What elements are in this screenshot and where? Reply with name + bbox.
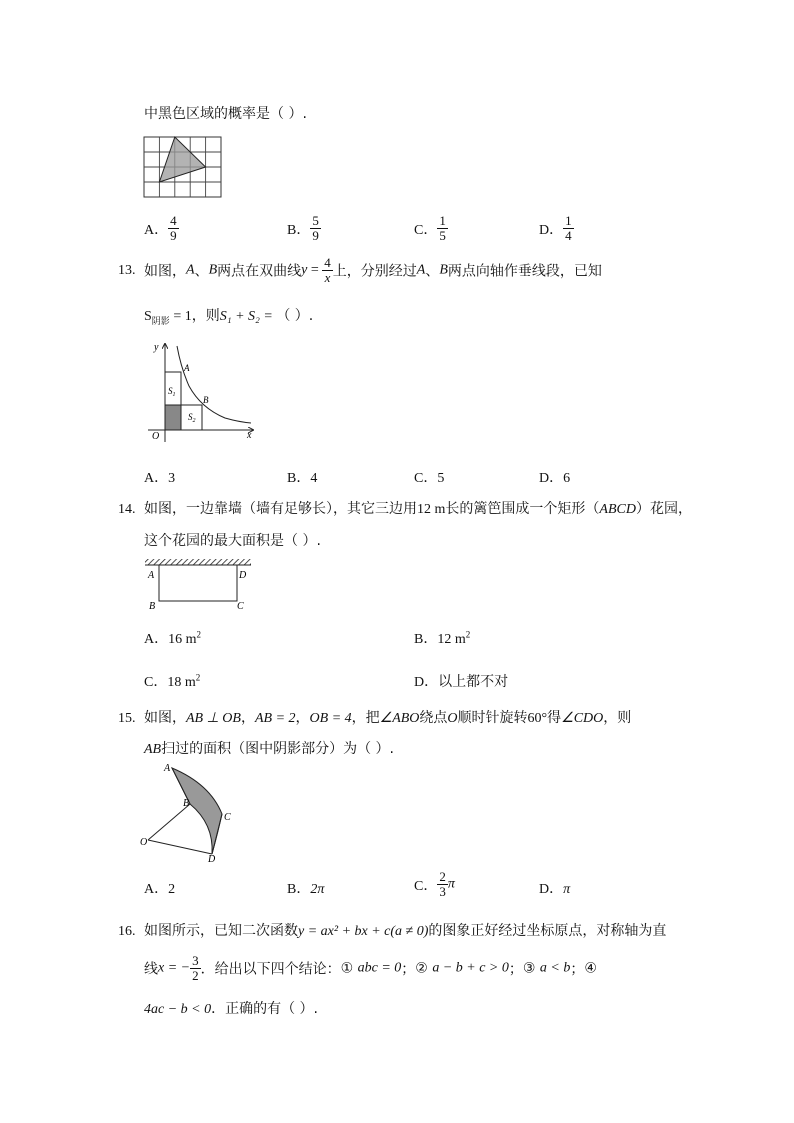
q13-hyperbola-figure — [143, 338, 263, 448]
q12-option-b: B． $\frac{5}{9}$ — [287, 213, 319, 243]
q16-line3: 4ac − b < 0．正确的有（ ）. — [144, 1001, 319, 1017]
q13-label-s1: $S_1$ — [168, 386, 176, 398]
q14-number: 14. — [118, 502, 136, 517]
q13-label-x: x — [247, 430, 252, 441]
q15-label-c: C — [224, 812, 231, 823]
q13-line2: $S_{阴影} = 1$，则S₁ + S₂ = （ ）. — [144, 308, 314, 327]
q14-option-d: D．以上都不对 — [414, 674, 509, 690]
q15-label-b: B — [183, 798, 190, 809]
q13-option-a: A．3 — [144, 471, 176, 486]
q12-text: 中黑色区域的概率是（ ）. — [144, 106, 307, 122]
q15-label-a: A — [164, 763, 171, 774]
q15-option-c: C． $\frac{2}{3}$ π — [414, 869, 455, 899]
q14-label-b: B — [149, 601, 156, 612]
q12-option-a: A． $\frac{4}{9}$ — [144, 213, 177, 243]
q14-garden-figure — [143, 558, 255, 612]
q14-garden-rect — [159, 565, 237, 601]
q13-number: 13. — [118, 262, 136, 278]
q16-line1: 16. 如图所示，已知二次函数y = ax² + bx + c(a ≠ 0)的图象正好经过坐标原点，对称轴为直 — [118, 923, 667, 939]
q13-option-c: C．5 — [414, 471, 445, 486]
q15-option-b: B．2π — [287, 882, 325, 897]
q14-line1: 14. 如图，一边靠墙（墙有足够长），其它三边用12 m长的篱笆围成一个矩形（ABCD）花园， — [118, 501, 692, 517]
q15-option-d: D．π — [539, 882, 571, 897]
q13-option-b: B．4 — [287, 471, 318, 486]
q14-option-c: C．18 $m^2$ — [144, 672, 201, 690]
q15-label-d: D — [208, 854, 216, 864]
q14-option-b: B．12 $m^2$ — [414, 629, 471, 647]
q13-label-y: y — [154, 342, 159, 353]
q13-label-b: B — [203, 395, 209, 405]
q15-line1: 15. 如图，AB ⊥ OB，AB = 2，OB = 4，把∠ABO绕点O顺时针旋转60°得∠CDO，则 — [118, 710, 632, 726]
q14-line2: 这个花园的最大面积是（ ）. — [144, 533, 321, 549]
q14-label-d: D — [239, 570, 247, 581]
q12-option-d: D． $\frac{1}{4}$ — [539, 213, 572, 243]
q13-label-s2: $S_2$ — [188, 412, 196, 424]
q15-number: 15. — [118, 711, 136, 726]
q16-number: 16. — [118, 924, 136, 939]
q12-option-c: C． $\frac{1}{5}$ — [414, 213, 446, 243]
q15-label-o: O — [140, 837, 148, 848]
q14-label-c: C — [237, 601, 244, 612]
q15-rotation-figure — [140, 762, 240, 864]
q14-wall — [145, 559, 251, 565]
q14-label-a: A — [148, 570, 155, 581]
q15-line2: AB扫过的面积（图中阴影部分）为（ ）. — [144, 741, 395, 757]
q12-grid-figure — [143, 136, 223, 198]
q15-shaded-region — [172, 768, 222, 854]
q13-label-o: O — [152, 431, 160, 442]
q15-option-a: A．2 — [144, 882, 176, 897]
q13-option-d: D．6 — [539, 471, 571, 486]
q14-option-a: A．16 $m^2$ — [144, 629, 202, 647]
q13-label-a: A — [184, 363, 190, 373]
q13-shaded-square — [165, 405, 181, 430]
q13-line1: 13. 如图，A、B两点在双曲线y = $\frac{4}{x}$ 上，分别经过A、B两点向轴作垂线段，已知 — [118, 255, 602, 285]
q16-line2: 线x = − $\frac{3}{2}$ ．给出以下四个结论：① abc = 0；② a − b + c > 0；③ a < b；④ — [144, 953, 597, 983]
